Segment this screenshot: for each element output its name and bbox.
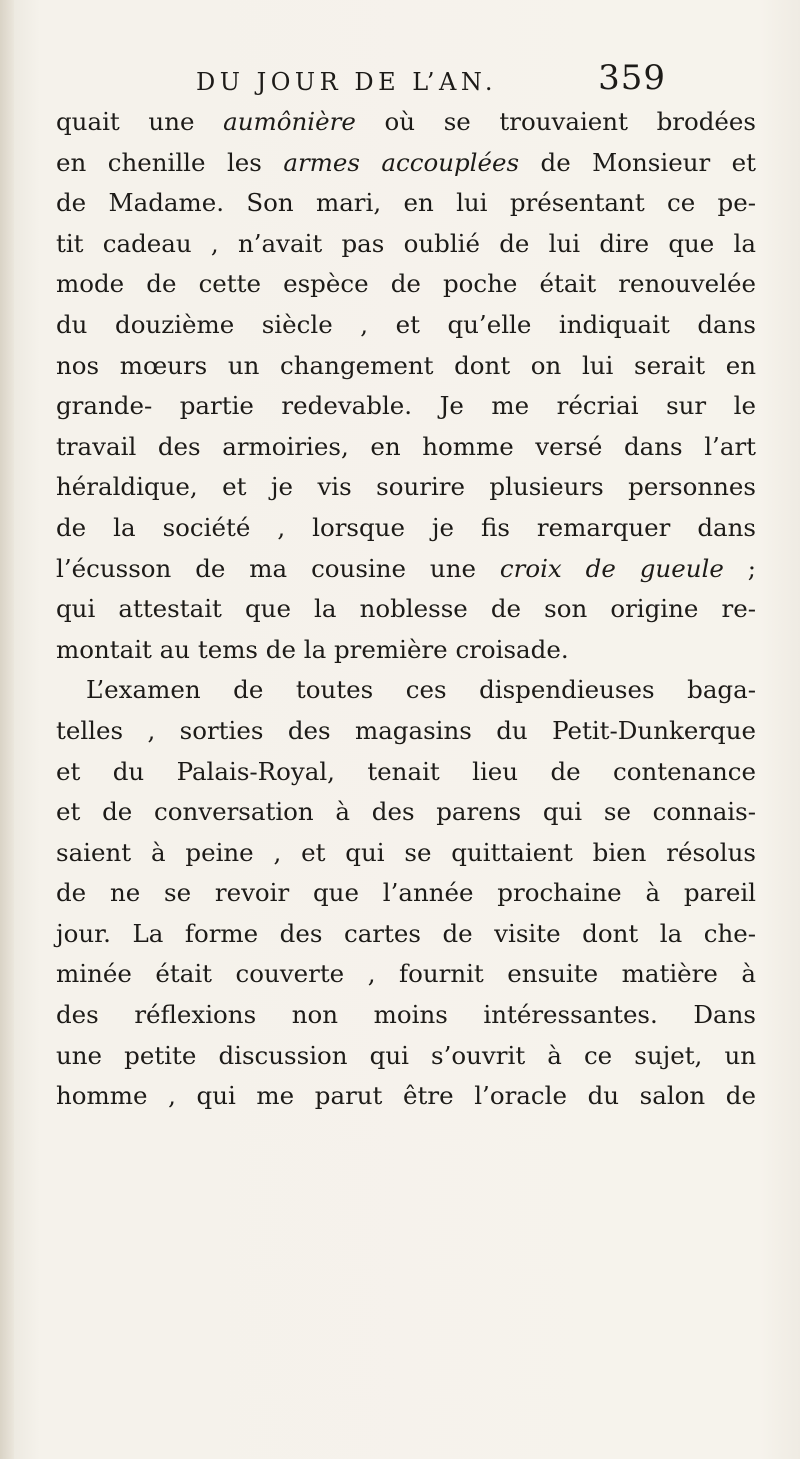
text-segment: et de conversation à des parens qui se connais- bbox=[56, 797, 756, 827]
page-binding-edge bbox=[0, 0, 14, 1459]
italic-phrase: aumônière bbox=[223, 107, 356, 136]
text-segment: qui attestait que la noblesse de son origine re- bbox=[56, 594, 756, 624]
text-segment: nos mœurs un changement dont on lui serait en bbox=[56, 350, 756, 380]
text-line bbox=[56, 954, 756, 995]
text-line bbox=[56, 995, 756, 1036]
running-title: DU JOUR DE L’AN. bbox=[196, 68, 497, 96]
text-segment: saient à peine , et qui se quittaient bien résolus bbox=[56, 837, 756, 867]
text-segment: et du Palais-Royal, tenait lieu de contenance bbox=[56, 756, 756, 786]
text-line bbox=[56, 264, 756, 305]
text-line bbox=[56, 1076, 756, 1117]
text-segment: grande- partie redevable. Je me récriai sur le bbox=[56, 391, 756, 421]
text-line bbox=[56, 792, 756, 833]
text-line bbox=[56, 589, 756, 630]
text-segment: de Monsieur et bbox=[519, 147, 756, 177]
text-segment: l’écusson de ma cousine une bbox=[56, 553, 500, 583]
text-line bbox=[56, 346, 756, 387]
text-segment: montait au tems de la première croisade. bbox=[56, 634, 569, 664]
text-line bbox=[56, 914, 756, 955]
text-line bbox=[56, 427, 756, 468]
text-line bbox=[56, 630, 756, 671]
page-number: 359 bbox=[598, 58, 666, 98]
text-line bbox=[56, 224, 756, 265]
text-line bbox=[56, 833, 756, 874]
text-line bbox=[56, 143, 756, 184]
text-line bbox=[56, 670, 756, 711]
text-line bbox=[56, 752, 756, 793]
text-segment: une petite discussion qui s’ouvrit à ce sujet, un bbox=[56, 1040, 756, 1070]
text-line bbox=[56, 467, 756, 508]
text-segment: du douzième siècle , et qu’elle indiquait dans bbox=[56, 309, 756, 339]
text-line bbox=[56, 386, 756, 427]
text-segment: de la société , lorsque je fis remarquer dans bbox=[56, 512, 756, 542]
body-text bbox=[56, 102, 756, 1117]
text-line bbox=[56, 183, 756, 224]
text-segment: ; bbox=[723, 553, 756, 583]
text-line bbox=[56, 711, 756, 752]
text-segment: homme , qui me parut être l’oracle du salon de bbox=[56, 1081, 756, 1111]
text-line bbox=[56, 508, 756, 549]
text-line bbox=[56, 873, 756, 914]
text-segment: mode de cette espèce de poche était renouvelée bbox=[56, 269, 756, 299]
text-segment: travail des armoiries, en homme versé dans l’art bbox=[56, 431, 756, 461]
text-segment: quait une bbox=[56, 107, 224, 136]
italic-phrase: armes accouplées bbox=[283, 147, 520, 177]
text-segment: de ne se revoir que l’année prochaine à pareil bbox=[56, 878, 756, 908]
text-segment: minée était couverte , fournit ensuite matière à bbox=[56, 959, 756, 989]
text-line bbox=[56, 549, 756, 590]
text-segment: tit cadeau , n’avait pas oublié de lui dire que la bbox=[56, 228, 756, 258]
text-line bbox=[56, 305, 756, 346]
text-segment: héraldique, et je vis sourire plusieurs personnes bbox=[56, 472, 756, 502]
text-segment: des réflexions non moins intéressantes. Dans bbox=[56, 1000, 756, 1030]
text-segment: jour. La forme des cartes de visite dont la che- bbox=[56, 918, 756, 948]
text-segment: en chenille les bbox=[56, 147, 284, 177]
text-segment: où se trouvaient brodées bbox=[355, 107, 756, 136]
text-segment: de Madame. Son mari, en lui présentant ce pe- bbox=[56, 188, 756, 218]
text-segment: telles , sorties des magasins du Petit-Dunkerque bbox=[56, 715, 756, 745]
italic-phrase: croix de gueule bbox=[499, 553, 724, 583]
text-line bbox=[56, 1036, 756, 1077]
text-segment: L’examen de toutes ces dispendieuses baga- bbox=[86, 675, 756, 705]
text-line bbox=[56, 102, 756, 143]
